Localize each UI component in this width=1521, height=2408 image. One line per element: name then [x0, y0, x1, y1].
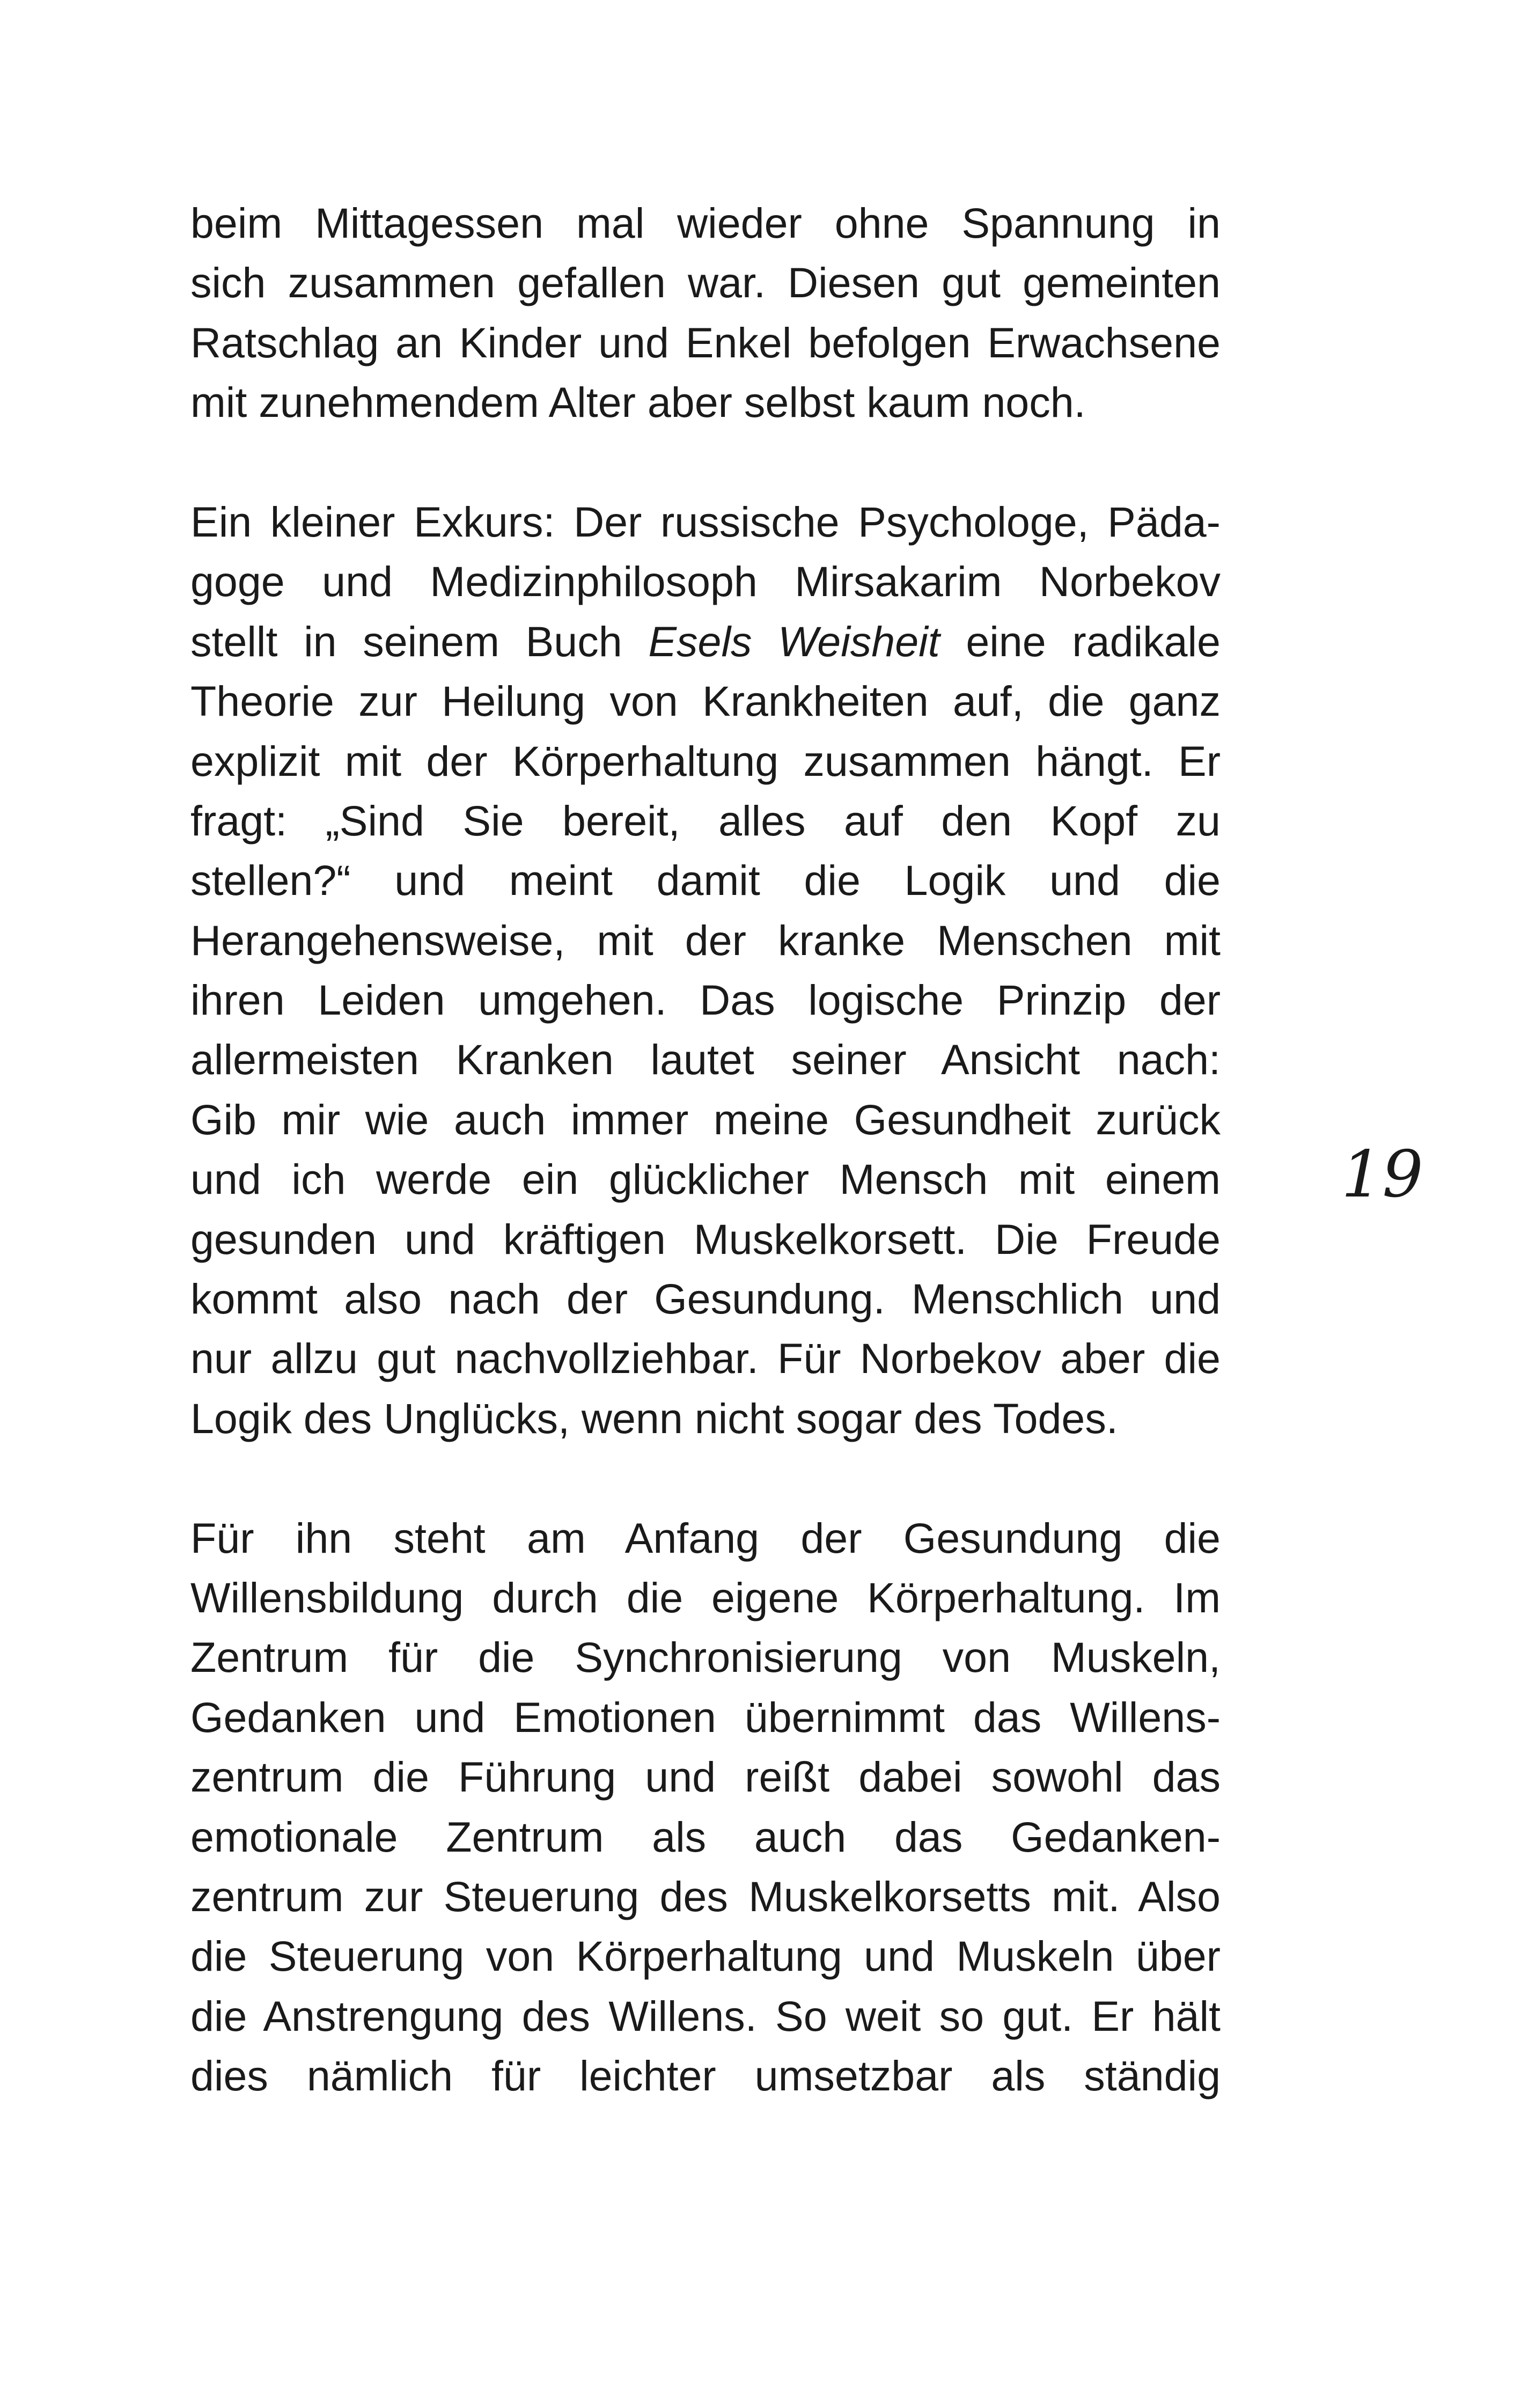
text-line: Gib mir wie auch immer meine Gesundheit zurück [190, 1095, 1221, 1143]
text-line: Ein kleiner Exkurs: Der russische Psychologe, Päda- [190, 497, 1221, 546]
text-line: Ratschlag an Kinder und Enkel befolgen Erwachsene [190, 318, 1221, 366]
paragraph-2 [190, 492, 1221, 1448]
text-column [190, 193, 1221, 2106]
page-number: 19 [1341, 1137, 1423, 1212]
text-line: dies nämlich für leichter umsetzbar als ständig [190, 2052, 1221, 2100]
text-line: Gedanken und Emotionen übernimmt das Willens- [190, 1693, 1221, 1741]
text-line: Zentrum für die Synchronisierung von Muskeln, [190, 1633, 1221, 1682]
text-line: Logik des Unglücks, wenn nicht sogar des Todes. [190, 1394, 1118, 1442]
text-line: zentrum die Führung und reißt dabei sowohl das [190, 1753, 1221, 1801]
text-line: Willensbildung durch die eigene Körperhaltung. Im [190, 1573, 1221, 1621]
text-line: nur allzu gut nachvollziehbar. Für Norbekov aber die [190, 1334, 1221, 1383]
text-line: ihren Leiden umgehen. Das logische Prinzip der [190, 976, 1221, 1024]
text-line: gesunden und kräftigen Muskelkorsett. Die Freude [190, 1215, 1221, 1263]
text-line: Theorie zur Heilung von Krankheiten auf, die ganz [190, 677, 1221, 725]
text-line: sich zusammen gefallen war. Diesen gut gemeinten [190, 259, 1221, 307]
text-line: mit zunehmendem Alter aber selbst kaum noch. [190, 378, 1086, 427]
text-line: die Steuerung von Körperhaltung und Muskeln über [190, 1932, 1221, 1980]
paragraph-3 [190, 1508, 1221, 2106]
text-line: emotionale Zentrum als auch das Gedanken- [190, 1812, 1221, 1861]
text-segment: stellt in seinem Buch [190, 617, 649, 665]
paragraph-1 [190, 193, 1221, 432]
text-line: Für ihn steht am Anfang der Gesundung die [190, 1514, 1221, 1562]
text-line: zentrum zur Steuerung des Muskelkorsetts mit. Also [190, 1872, 1221, 1920]
text-line: goge und Medizinphilosoph Mirsakarim Norbekov [190, 557, 1221, 606]
text-line: fragt: „Sind Sie bereit, alles auf den Kopf zu [190, 796, 1221, 845]
text-line: Herangehensweise, mit der kranke Menschen mit [190, 916, 1221, 964]
text-line: stellen?“ und meint damit die Logik und die [190, 856, 1221, 905]
text-line: allermeisten Kranken lautet seiner Ansicht nach: [190, 1036, 1221, 1084]
text-line: explizit mit der Körperhaltung zusammen hängt. Er [190, 737, 1221, 785]
text-line: kommt also nach der Gesundung. Menschlich und [190, 1275, 1221, 1323]
book-title: Esels Weisheit [648, 617, 940, 665]
text-line: und ich werde ein glücklicher Mensch mit einem [190, 1155, 1221, 1203]
text-line: die Anstrengung des Willens. So weit so gut. Er hält [190, 1992, 1221, 2040]
paragraph-gap [190, 1448, 1221, 1508]
text-line-with-title [190, 612, 1221, 671]
text-segment: eine radikale [939, 617, 1221, 665]
paragraph-gap [190, 432, 1221, 492]
text-line: beim Mittagessen mal wieder ohne Spannung in [190, 199, 1221, 247]
